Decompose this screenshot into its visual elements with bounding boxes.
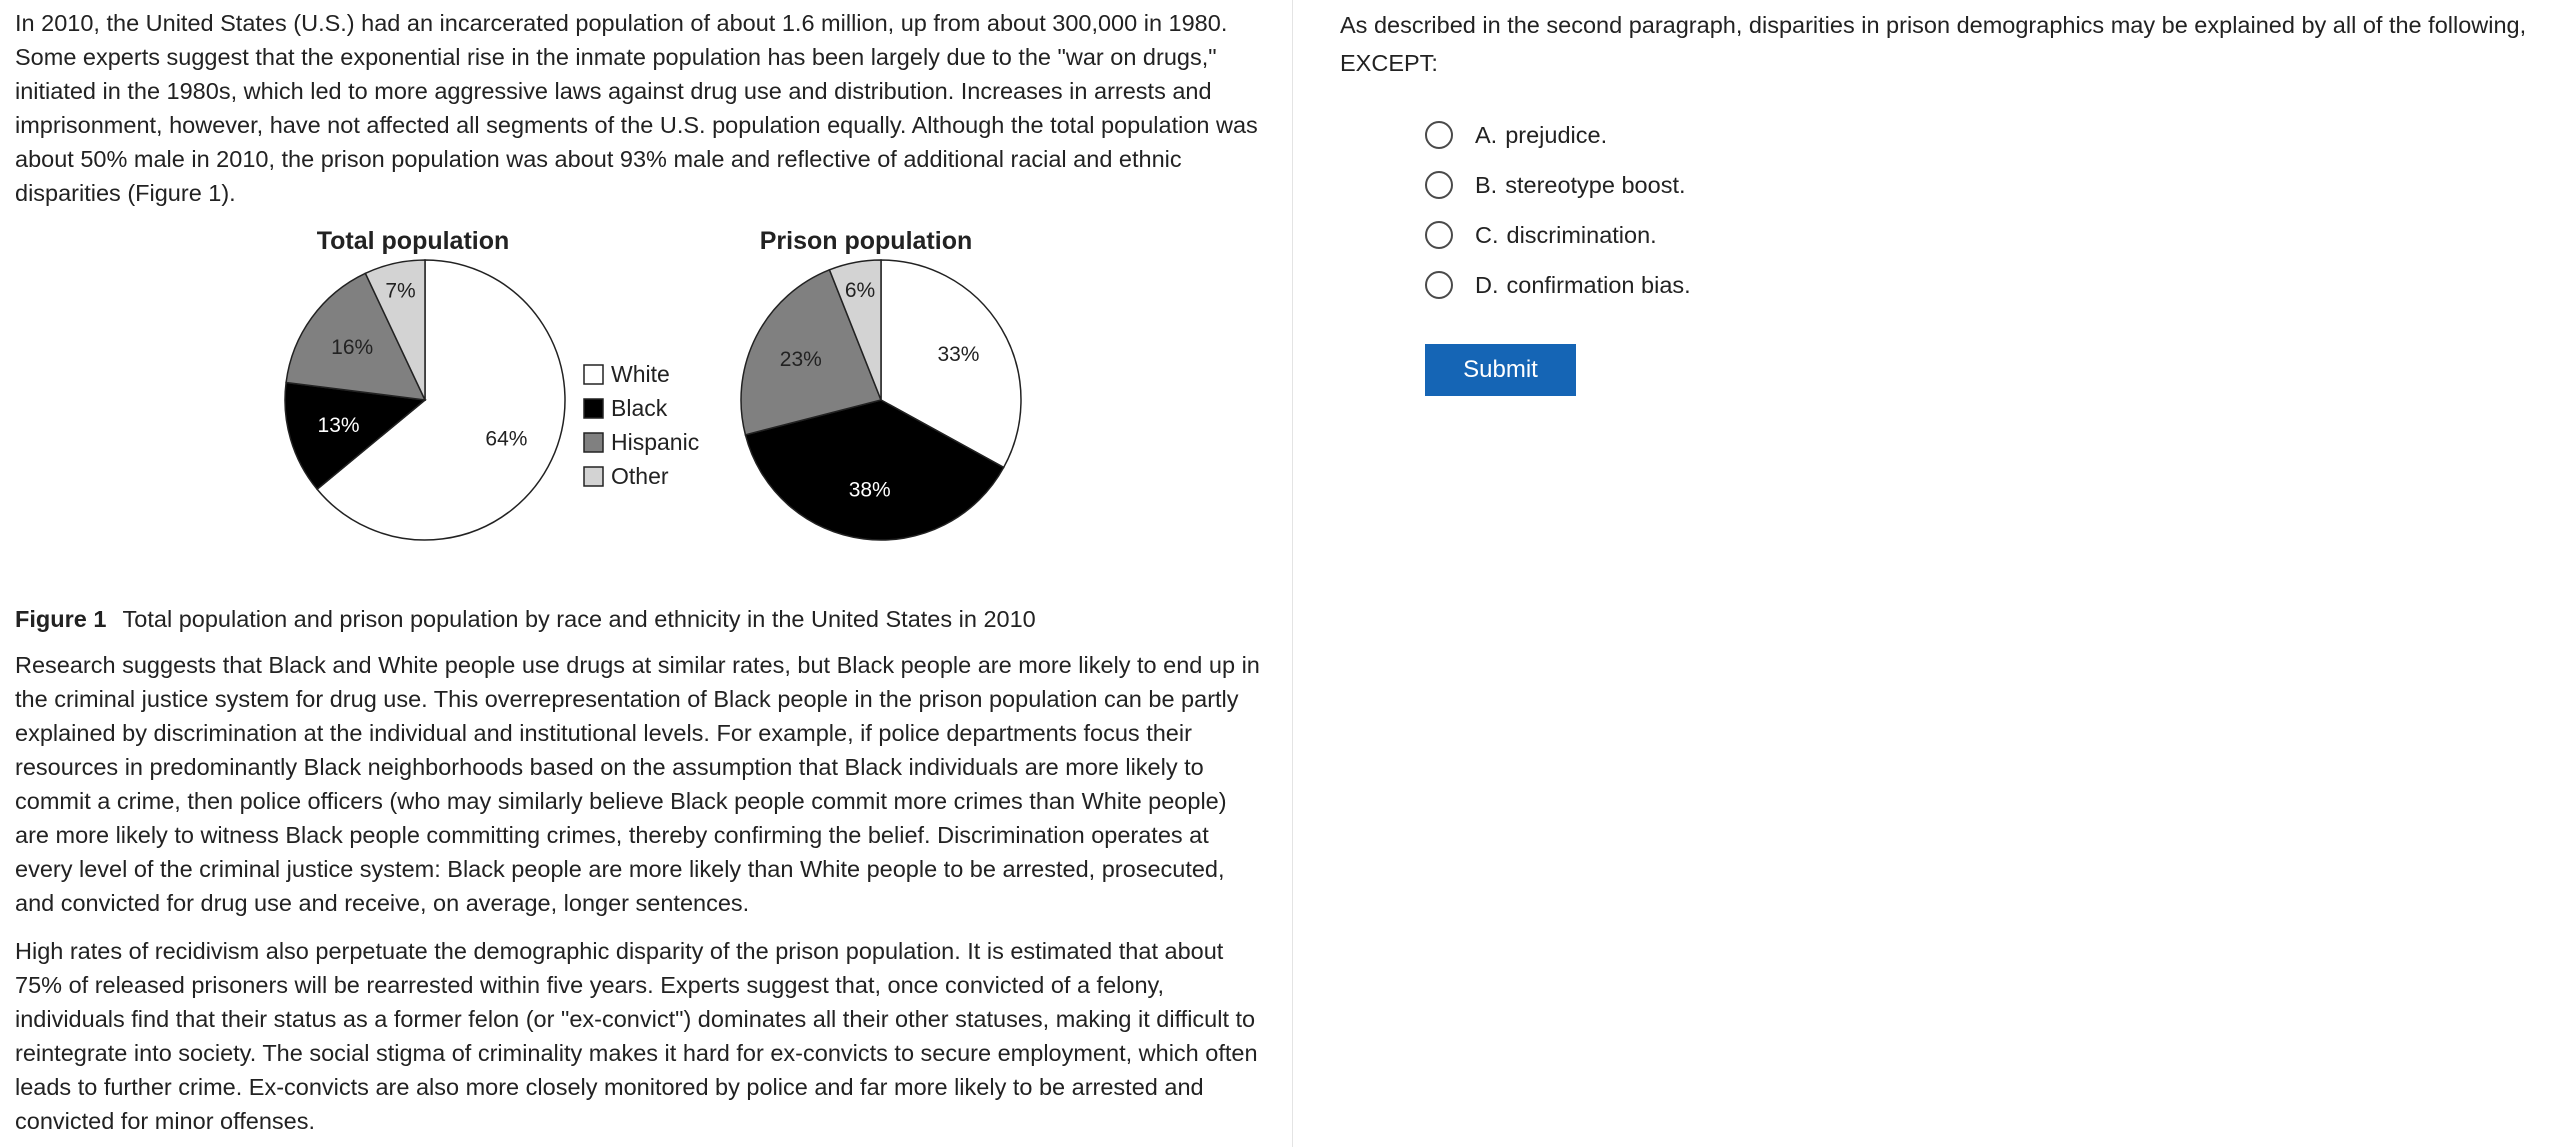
- prison-label-other: 6%: [844, 278, 876, 302]
- legend-swatch-black: [584, 399, 603, 418]
- question-panel: [1294, 0, 2555, 1147]
- prison-label-white: 33%: [937, 343, 980, 367]
- figure-1-chart: [15, 222, 1265, 602]
- option-d-text: confirmation bias.: [1506, 271, 1691, 298]
- total-label-hispanic: 16%: [331, 336, 374, 360]
- legend-item-black: [584, 395, 668, 421]
- option-c-radio[interactable]: [1425, 221, 1453, 249]
- legend-swatch-hispanic: [584, 433, 603, 452]
- chart-title-prison: Prison population: [759, 227, 973, 255]
- option-b-radio[interactable]: [1425, 171, 1453, 199]
- total-label-other: 7%: [385, 279, 416, 303]
- option-a[interactable]: [1425, 110, 2555, 160]
- figure-caption-text: Total population and prison population by race and ethnicity in the United States in 2010: [122, 606, 1036, 632]
- chart-legend: [584, 361, 699, 489]
- figure-label: Figure 1: [15, 606, 107, 632]
- option-b[interactable]: [1425, 160, 2555, 210]
- legend-label-hispanic: Hispanic: [611, 429, 700, 455]
- legend-label-white: White: [611, 361, 670, 387]
- pie-total-population: [285, 260, 565, 540]
- answer-options: [1340, 110, 2555, 310]
- total-label-black: 13%: [317, 414, 360, 438]
- prison-label-black: 38%: [848, 478, 891, 502]
- legend-item-hispanic: [584, 429, 699, 455]
- legend-item-other: [584, 463, 669, 489]
- option-d-letter: D.: [1475, 271, 1499, 298]
- legend-swatch-other: [584, 467, 603, 486]
- total-label-white: 64%: [485, 427, 528, 451]
- option-a-radio[interactable]: [1425, 121, 1453, 149]
- legend-label-other: Other: [611, 463, 669, 489]
- pie-prison-population: [741, 260, 1021, 540]
- passage-paragraph-1: In 2010, the United States (U.S.) had an incarcerated population of about 1.6 million, up from about 300,000 in 1980. Some experts suggest that the exponential rise in the inmate population has been largely due to the "war on drugs," initiated in the 1980s, which led to more aggressive laws against drug use and distribution. Increases in arrests and imprisonment, however, have not affected all segments of the U.S. population equally. Although the total population was about 50% male in 2010, the prison population was about 93% male and reflective of additional racial and ethnic disparities (Figure 1).: [15, 10, 1258, 206]
- legend-label-black: Black: [611, 395, 668, 421]
- option-a-text: prejudice.: [1505, 121, 1608, 148]
- option-b-text: stereotype boost.: [1505, 171, 1686, 198]
- figure-caption: [15, 602, 1292, 636]
- option-d-radio[interactable]: [1425, 271, 1453, 299]
- option-b-letter: B.: [1475, 171, 1498, 198]
- figure-1: [15, 222, 1265, 602]
- passage-paragraph-2: Research suggests that Black and White people use drugs at similar rates, but Black people are more likely to end up in the criminal justice system for drug use. This overrepresentation of Black people in the prison population can be partly explained by discrimination at the individual and institutional levels. For example, if police departments focus their resources in predominantly Black neighborhoods based on the assumption that Black individuals are more likely to commit a crime, then police officers (who may similarly believe Black people commit more crimes than White people) are more likely to witness Black people committing crimes, thereby confirming the belief. Discrimination operates at every level of the criminal justice system: Black people are more likely than White people to be arrested, prosecuted, and convicted for drug use and receive, on average, longer sentences.: [15, 652, 1260, 916]
- chart-title-total: Total population: [316, 227, 510, 255]
- option-d[interactable]: [1425, 260, 2555, 310]
- passage-paragraph-3: High rates of recidivism also perpetuate the demographic disparity of the prison population. It is estimated that about 75% of released prisoners will be rearrested within five years. Experts suggest that, once convicted of a felony, individuals find that their status as a former felon (or "ex-convict") dominates all their other statuses, making it difficult to reintegrate into society. The social stigma of criminality makes it hard for ex-convicts to secure employment, which often leads to further crime. Ex-convicts are also more closely monitored by police and far more likely to be arrested and convicted for minor offenses.: [15, 938, 1258, 1134]
- option-c[interactable]: [1425, 210, 2555, 260]
- option-c-text: discrimination.: [1506, 221, 1657, 248]
- submit-button[interactable]: Submit: [1425, 344, 1576, 396]
- legend-swatch-white: [584, 365, 603, 384]
- legend-item-white: [584, 361, 670, 387]
- option-a-letter: A.: [1475, 121, 1498, 148]
- option-c-letter: C.: [1475, 221, 1499, 248]
- question-stem: As described in the second paragraph, disparities in prison demographics may be explained by all of the following, EXCEPT:: [1340, 12, 2527, 76]
- prison-label-hispanic: 23%: [779, 348, 822, 372]
